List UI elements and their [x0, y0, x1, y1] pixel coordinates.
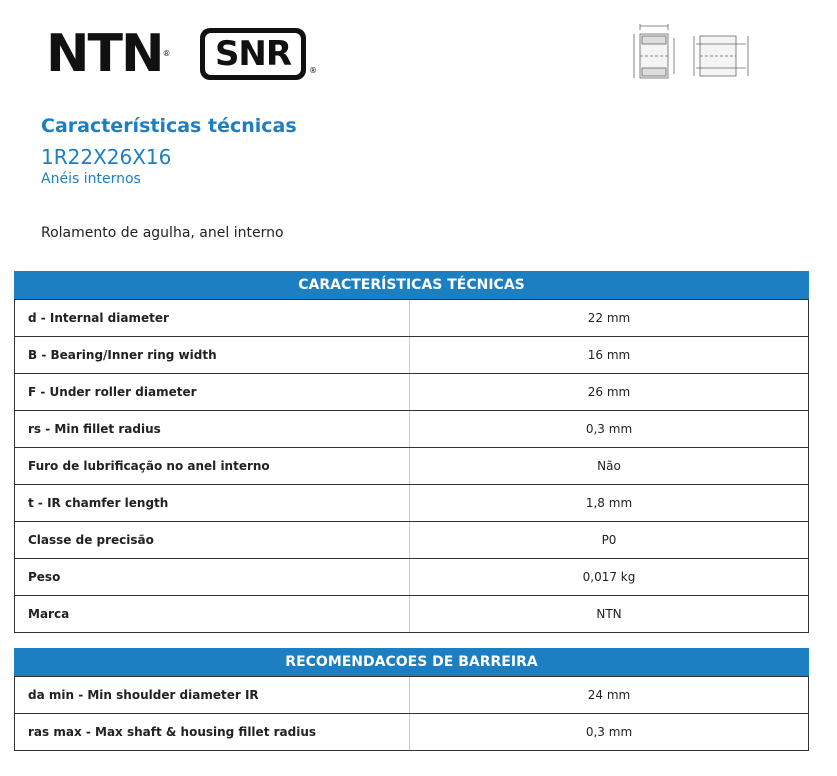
row-label: t - IR chamfer length: [15, 485, 410, 522]
row-label: d - Internal diameter: [15, 300, 410, 337]
snr-logo: [200, 28, 306, 80]
barrier-recommendations-section: [14, 648, 809, 751]
tech-characteristics-table: [14, 299, 809, 633]
table-row: [15, 337, 809, 374]
row-label: Furo de lubrificação no anel interno: [15, 448, 410, 485]
row-label: Classe de precisão: [15, 522, 410, 559]
row-label: Marca: [15, 596, 410, 633]
row-value: Não: [410, 448, 809, 485]
row-value: 16 mm: [410, 337, 809, 374]
ntn-registered-mark: ®: [162, 49, 171, 58]
snr-registered-mark: ®: [309, 66, 317, 75]
row-value: P0: [410, 522, 809, 559]
table-row: [15, 596, 809, 633]
product-reference: 1R22X26X16: [41, 145, 172, 169]
tech-characteristics-section: [14, 271, 809, 633]
bearing-drawing-icon: [628, 22, 758, 86]
table-row: [15, 374, 809, 411]
row-value: 1,8 mm: [410, 485, 809, 522]
page-title: Características técnicas: [41, 115, 297, 137]
table-row: [15, 485, 809, 522]
table-row: [15, 677, 809, 714]
table-row: [15, 714, 809, 751]
row-value: 0,017 kg: [410, 559, 809, 596]
row-label: B - Bearing/Inner ring width: [15, 337, 410, 374]
row-value: 26 mm: [410, 374, 809, 411]
ntn-logo-text: NTN: [46, 24, 163, 84]
ntn-logo: [46, 24, 171, 84]
table-row: [15, 411, 809, 448]
row-label: da min - Min shoulder diameter IR: [15, 677, 410, 714]
row-value: 0,3 mm: [410, 714, 809, 751]
table-row: [15, 448, 809, 485]
row-value: 0,3 mm: [410, 411, 809, 448]
row-value: 24 mm: [410, 677, 809, 714]
product-family: Anéis internos: [41, 171, 141, 187]
table-row: [15, 300, 809, 337]
barrier-recommendations-table: [14, 676, 809, 751]
row-label: rs - Min fillet radius: [15, 411, 410, 448]
row-label: F - Under roller diameter: [15, 374, 410, 411]
tech-characteristics-heading: CARACTERÍSTICAS TÉCNICAS: [14, 271, 809, 299]
snr-logo-text: SNR: [214, 34, 292, 74]
row-value: 22 mm: [410, 300, 809, 337]
table-row: [15, 559, 809, 596]
row-value: NTN: [410, 596, 809, 633]
snr-logo-frame: [205, 33, 301, 75]
table-row: [15, 522, 809, 559]
product-description: Rolamento de agulha, anel interno: [41, 225, 284, 241]
row-label: Peso: [15, 559, 410, 596]
row-label: ras max - Max shaft & housing fillet radius: [15, 714, 410, 751]
barrier-recommendations-heading: RECOMENDACOES DE BARREIRA: [14, 648, 809, 676]
